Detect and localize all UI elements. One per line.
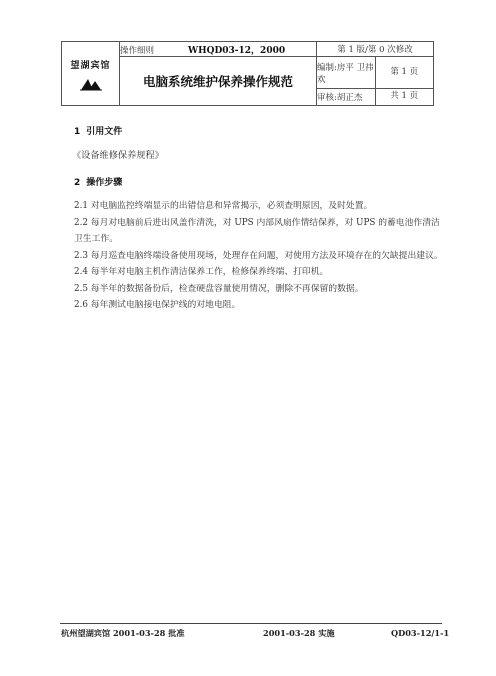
reviewer-cell xyxy=(317,89,376,106)
section-1-number: 1 xyxy=(74,127,81,137)
step-2-3: 2.3 每月巡查电脑终端设备使用现场，处理存在问题，对使用方法及环境存在的欠缺提出建议。 xyxy=(74,250,443,261)
logo-cell xyxy=(62,42,120,106)
document-title-cell xyxy=(120,57,317,106)
revision-label: 第 1 版/第 0 次修改 xyxy=(337,45,413,55)
footer-implementation: 2001-03-28 实施 xyxy=(263,628,335,638)
editor-label: 编制:房平 卫祎欢 xyxy=(317,62,374,85)
doc-type-cell xyxy=(120,42,317,57)
step-2-1: 2.1 对电脑监控终端显示的出错信息和异常揭示，必须查明原因，及时处置。 xyxy=(74,201,373,211)
doc-type-label: 操作细则 xyxy=(120,45,155,56)
doc-code: WHQD03-12，2000 xyxy=(188,45,286,56)
step-2-6: 2.6 每年测试电脑接电保护线的对地电阻。 xyxy=(74,300,241,310)
footer-approval: 杭州望湖宾馆 2001-03-28 批准 xyxy=(61,628,185,638)
footer-divider xyxy=(60,623,442,624)
hotel-logo-icon xyxy=(79,77,103,91)
step-2-2: 2.2 每月对电脑前后进出风盖作清洗，对 UPS 内部风扇作情结保养，对 UPS 的蓄电池作清洁卫生工作。 xyxy=(74,217,440,244)
document-title: 电脑系统维护保养操作规范 xyxy=(142,74,293,89)
section-2-title: 操作步骤 xyxy=(86,178,123,188)
document-header-table xyxy=(61,41,434,106)
section-2-heading xyxy=(74,175,446,188)
step-2-5: 2.5 每半年的数据备份后，检查硬盘容量使用情况，删除不再保留的数据。 xyxy=(74,283,364,294)
page-number: 第 1 页 xyxy=(390,66,419,77)
footer-doc-code: QD03-12/1-1 xyxy=(391,628,450,638)
editor-cell xyxy=(317,57,376,89)
section-2-number: 2 xyxy=(74,178,81,188)
revision-cell xyxy=(317,42,434,57)
section-1-title: 引用文件 xyxy=(86,127,123,137)
hotel-logo-text: 望湖宾馆 xyxy=(70,61,111,71)
page-total-cell xyxy=(375,89,434,106)
step-2-4: 2.4 每半年对电脑主机作清洁保养工作，检修保养终端、打印机。 xyxy=(74,267,329,277)
document-body xyxy=(74,124,446,314)
referenced-document: 《设备维修保养规程》 xyxy=(72,150,164,161)
section-1-heading xyxy=(74,124,446,137)
reviewer-label: 审核:胡正杰 xyxy=(317,93,363,104)
page-number-cell xyxy=(375,57,434,89)
page-total: 共 1 页 xyxy=(390,91,419,102)
